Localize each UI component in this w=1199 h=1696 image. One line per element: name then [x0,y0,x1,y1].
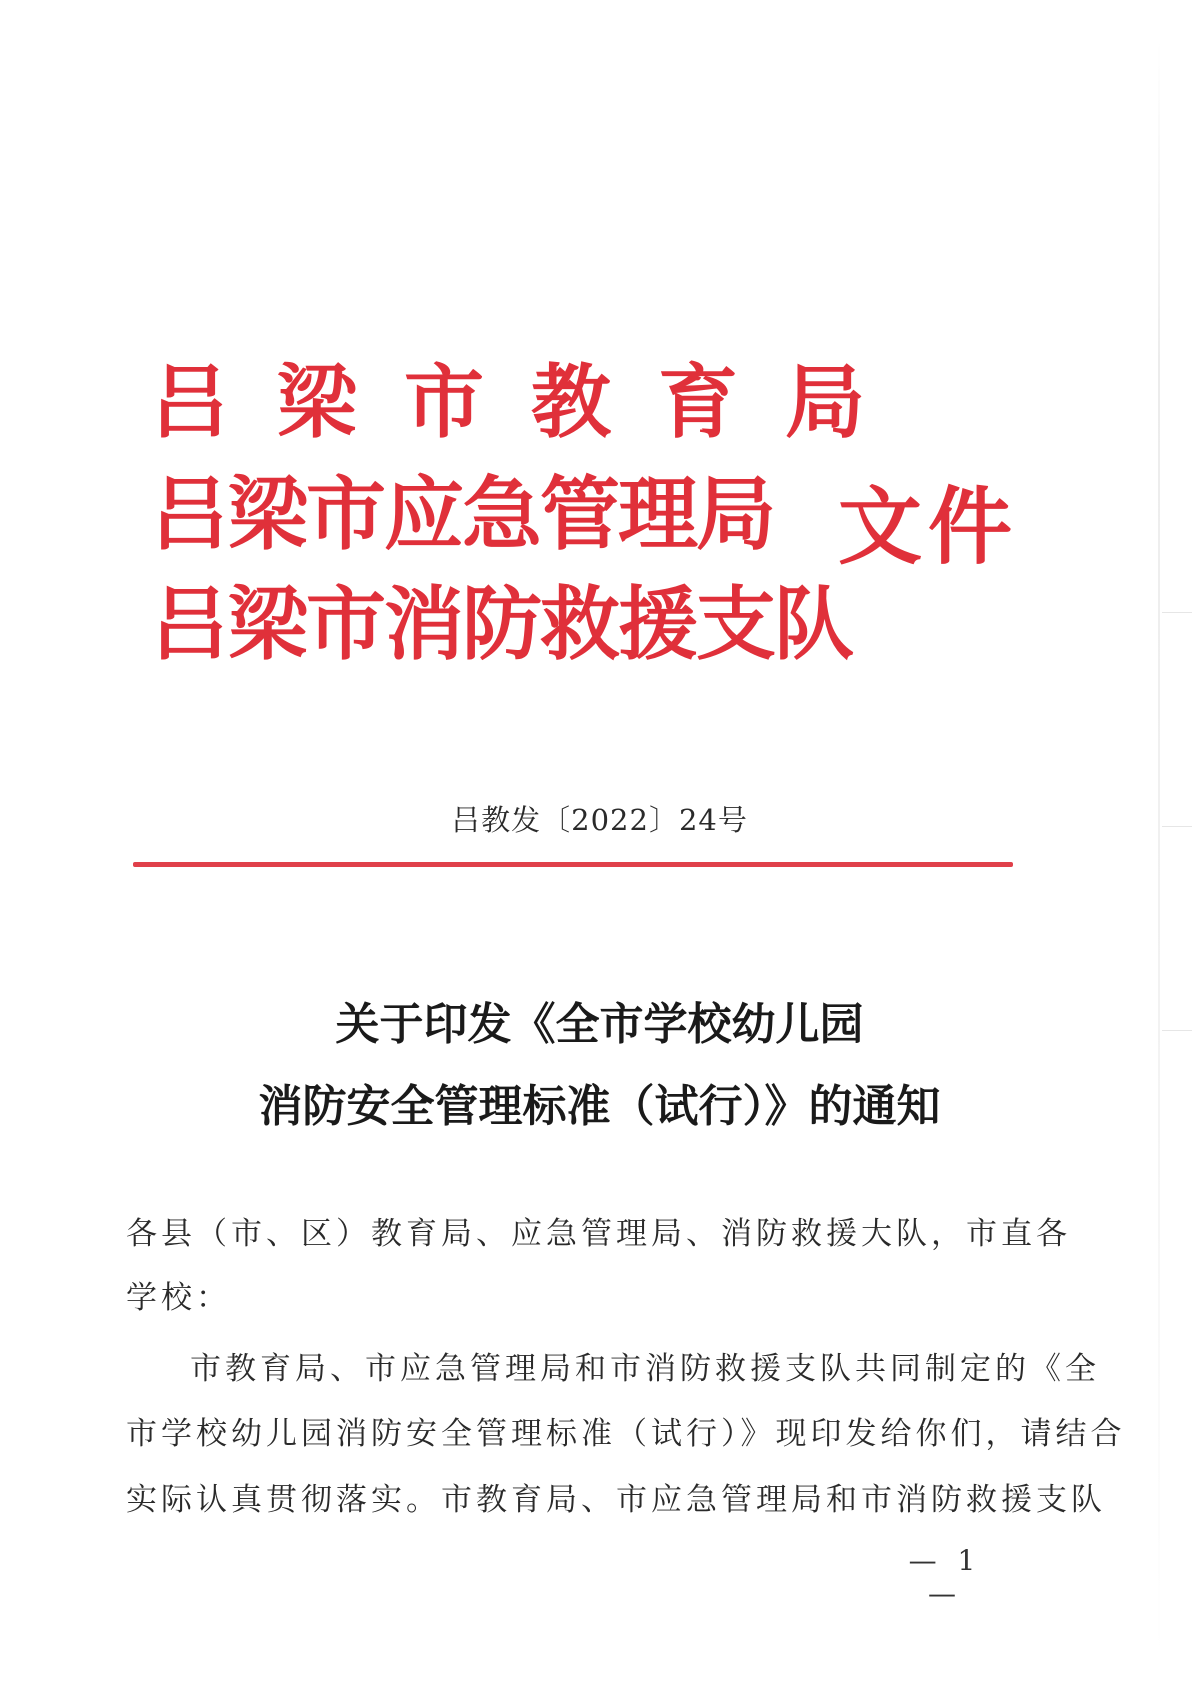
issuer-fire-rescue: 吕梁市消防救援支队 [150,577,852,671]
addressee-line2: 学校： [126,1280,231,1316]
body-paragraph-line3: 实际认真贯彻落实。市教育局、市应急管理局和市消防救援支队 [126,1482,1106,1518]
document-title-line2: 消防安全管理标准（试行）》的通知 [258,1081,941,1132]
document-type-label: 文件 [838,477,1019,576]
scan-edge-tick [1162,612,1192,613]
red-divider [133,862,1013,867]
body-paragraph-line2: 市学校幼儿园消防安全管理标准（试行）》现印发给你们，请结合 [126,1416,1126,1452]
addressee-line1: 各县（市、区）教育局、应急管理局、消防救援大队，市直各 [126,1216,1071,1252]
issuer-emergency-bureau: 吕梁市应急管理局 [150,467,774,561]
body-paragraph-line1: 市教育局、市应急管理局和市消防救援支队共同制定的《全 [190,1351,1100,1387]
scan-edge [1158,40,1160,1660]
document-title-line1: 关于印发《全市学校幼儿园 [335,999,864,1050]
document-number: 吕教发〔2022〕24号 [451,803,748,837]
issuer-education-bureau: 吕梁市教育局 [150,355,912,449]
page-number: — 1 — [908,1544,982,1610]
